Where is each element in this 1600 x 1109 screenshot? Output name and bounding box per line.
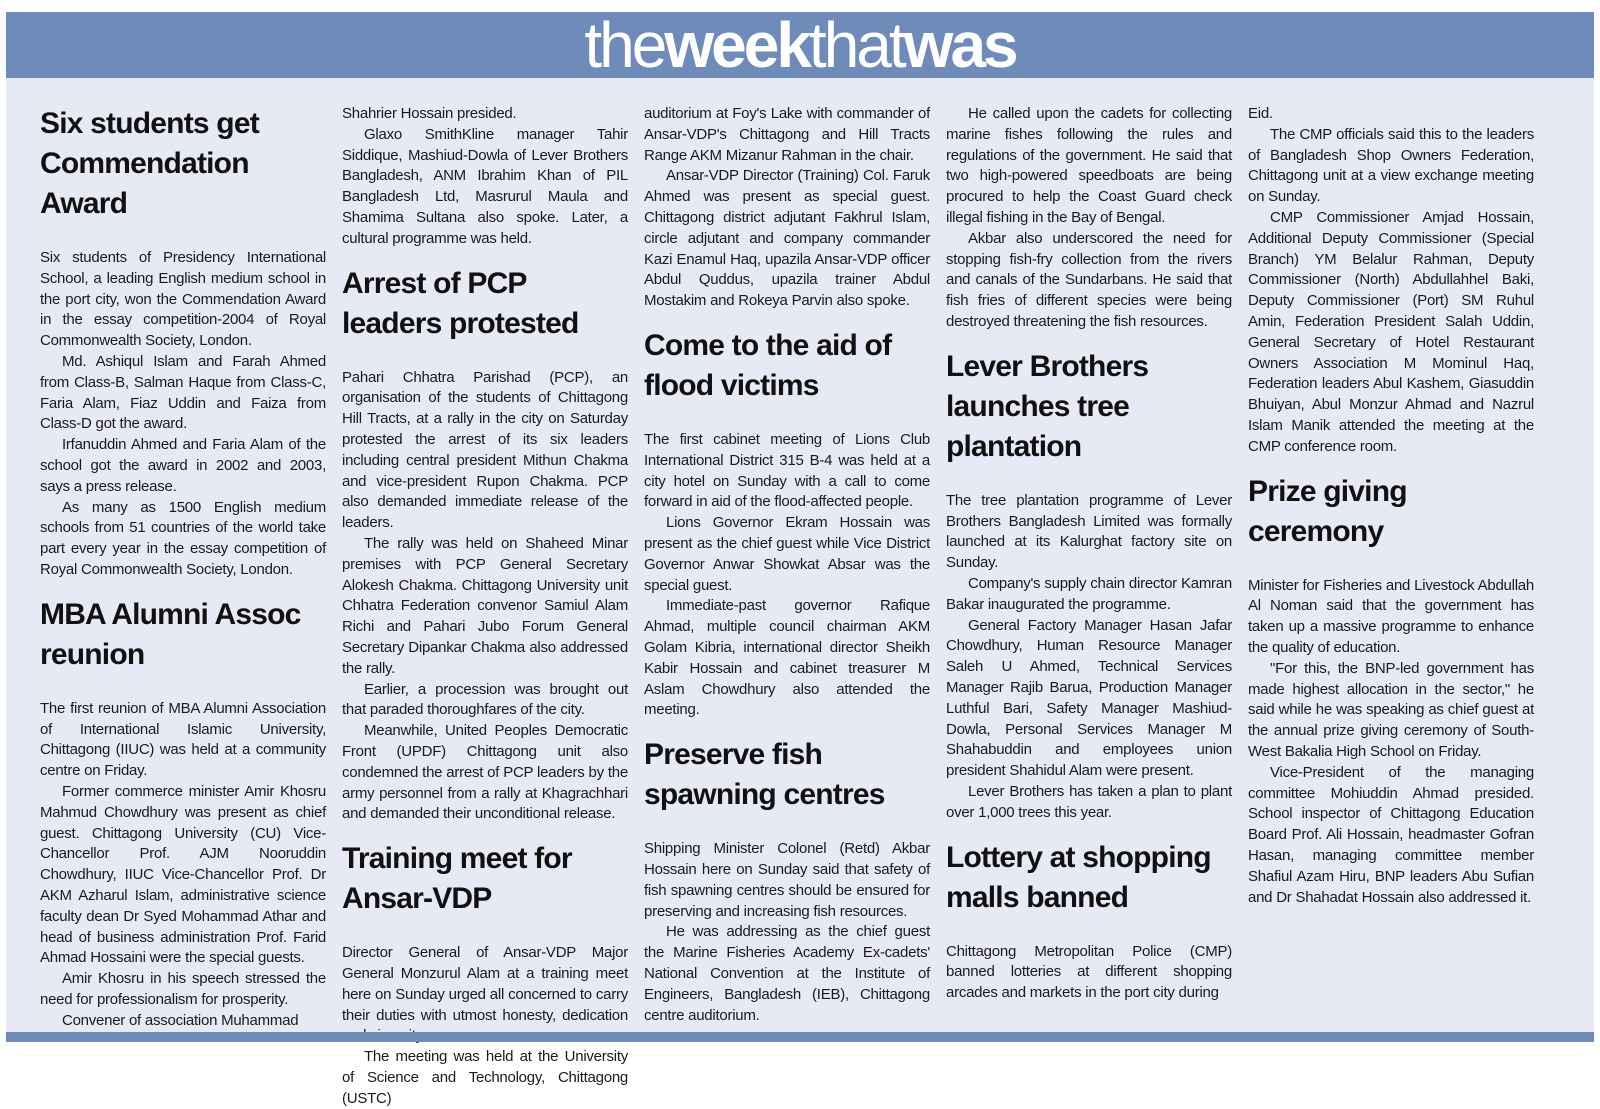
article-paragraph: Lions Governor Ekram Hossain was present as the chief guest while Vice District Governor Anwar Showkat Absar was the special guest. [644, 514, 930, 594]
article-paragraph: Meanwhile, United Peoples Democratic Front (UPDF) Chittagong unit also condemned the arrest of PCP leaders by the army personnel from a rally at Khagrachhari and demanded their unconditional release. [342, 722, 628, 823]
article-paragraph: Eid. [1248, 105, 1273, 122]
headline-lottery-banned: Lottery at shopping malls banned [946, 840, 1211, 914]
headline-prize-giving: Prize giving ceremony [1248, 474, 1407, 548]
article-paragraph: Chittagong Metropolitan Police (CMP) banned lotteries at different shopping arcades and markets in the port city during [946, 942, 1232, 1002]
article-paragraph: He was addressing as the chief guest the Marine Fisheries Academy Ex-cadets' National Convention at the Institute of Engineers, Bangladesh (IEB), Chittagong centre auditorium. [644, 923, 930, 1024]
article-paragraph: Md. Ashiqul Islam and Farah Ahmed from Class-B, Salman Haque from Class-C, Faria Alam, Fiaz Uddin and Faiza from Class-D got the award. [40, 352, 326, 433]
article-paragraph: The first reunion of MBA Alumni Association of International Islamic University, Chittagong (IIUC) was held at a community centre on Friday. [40, 699, 326, 780]
column-4 [946, 104, 1232, 1024]
column-3 [644, 104, 930, 1024]
headline-flood-victims: Come to the aid of flood victims [644, 328, 892, 402]
article-paragraph: Amir Khosru in his speech stressed the need for professionalism for prosperity. [40, 970, 326, 1008]
article-paragraph: Pahari Chhatra Parishad (PCP), an organisation of the students of Chittagong Hill Tracts, at a rally in the city on Saturday protested the arrest of its six leaders including central president Mithun Chakma and vice-president Rupon Chakma. PCP also demanded immediate release of the leaders. [342, 368, 628, 532]
article-paragraph: Shipping Minister Colonel (Retd) Akbar Hossain here on Sunday said that safety of fish spawning centres should be ensured for preserving and increasing fish resources. [644, 840, 930, 920]
title-part-the: the [584, 9, 665, 81]
bottom-rule [6, 1032, 1594, 1042]
article-paragraph: The first cabinet meeting of Lions Club International District 315 B-4 was held at a city hotel on Sunday with a call to come forward in aid of the flood-affected people. [644, 430, 930, 511]
column-1 [40, 104, 326, 1029]
article-paragraph: Former commerce minister Amir Khosru Mahmud Chowdhury was present as chief guest. Chittagong University (CU) Vice-Chancellor Prof. AJM Nooruddin Chowdhury, IIUC Vice-Chancellor Prof. Dr AKM Azharul Islam, administrative science faculty dean Dr Syed Mohammad Athar and head of business administration Prof. Farid Ahmad Hossaini were the special guests. [40, 782, 326, 967]
section-title [584, 9, 1016, 81]
article-paragraph: Lever Brothers has taken a plan to plant over 1,000 trees this year. [946, 782, 1232, 821]
article-paragraph: The CMP officials said this to the leaders of Bangladesh Shop Owners Federation, Chittagong unit at a view exchange meeting on Sunday. [1248, 125, 1534, 206]
article-paragraph: Company's supply chain director Kamran Bakar inaugurated the programme. [946, 574, 1232, 613]
article-paragraph: "For this, the BNP-led government has made highest allocation in the sector," he said while he was speaking as chief guest at the annual prize giving ceremony of South-West Bakalia High School on Friday. [1248, 659, 1534, 760]
article-paragraph: CMP Commissioner Amjad Hossain, Additional Deputy Commissioner (Special Branch) YM Belalur Rahman, Deputy Commissioner (North) Abdullahhel Baki, Deputy Commissioner (Port) SM Ruhul Amin, Federation President Salah Uddin, General Secretary of Hotel Restaurant Owners Association M Mominul Haq, Federation leaders Abul Kashem, Giasuddin Bhuiyan, Abul Monzur Ahmad and Nazrul Islam Manik attended the meeting at the CMP conference room. [1248, 208, 1534, 455]
article-paragraph: auditorium at Foy's Lake with commander of Ansar-VDP's Chittagong and Hill Tracts Range AKM Mizanur Rahman in the chair. [644, 105, 930, 164]
title-part-week: week [664, 9, 809, 81]
article-paragraph: Earlier, a procession was brought out that paraded thoroughfares of the city. [342, 680, 628, 719]
headline-tree-plantation: Lever Brothers launches tree plantation [946, 349, 1149, 463]
article-paragraph: He called upon the cadets for collecting marine fishes following the rules and regulations of the government. He said that two high-powered speedboats are being procured to help the Coast Guard check illegal fishing in the Bay of Bengal. [946, 105, 1232, 226]
headline-mba-alumni: MBA Alumni Assoc reunion [40, 597, 301, 671]
section-banner [6, 9, 1594, 81]
headline-commendation-award: Six students get Commendation Award [40, 107, 259, 220]
article-paragraph: Glaxo SmithKline manager Tahir Siddique, Mashiud-Dowla of Lever Brothers Bangladesh, ANM Ibrahim Khan of PIL Bangladesh Ltd, Masrurul Maula and Shamima Sultana also spoke. Later, a cultural programme was held. [342, 125, 628, 247]
article-paragraph: Ansar-VDP Director (Training) Col. Faruk Ahmed was present as special guest. Chittagong district adjutant Fakhrul Islam, circle adjutant and company commander Kazi Enamul Haq, upazila Ansar-VDP officer Abdul Quddus, upazila trainer Abdul Mostakim and Rokeya Parvin also spoke. [644, 167, 930, 310]
article-paragraph: General Factory Manager Hasan Jafar Chowdhury, Human Resource Manager Saleh U Ahmed, Technical Services Manager Rajib Barua, Production Manager Luthful Bari, Safety Manager Mashiud-Dowla, Personal Services Manager M Shahabuddin and employees union president Shahidul Alam were present. [946, 616, 1232, 780]
article-paragraph: Shahrier Hossain presided. [342, 105, 517, 122]
title-part-that: that [808, 9, 904, 81]
article-paragraph: The tree plantation programme of Lever Brothers Bangladesh Limited was formally launched at its Kalurghat factory site on Sunday. [946, 491, 1232, 572]
headline-ansar-vdp: Training meet for Ansar-VDP [342, 842, 572, 916]
column-5 [1248, 104, 1534, 1024]
headline-pcp-arrest: Arrest of PCP leaders protested [342, 266, 579, 340]
article-paragraph: As many as 1500 English medium schools from 51 countries of the world take part every year in the essay competition of Royal Commonwealth Society, London. [40, 498, 326, 578]
article-paragraph: Minister for Fisheries and Livestock Abdullah Al Noman said that the government has taken up a massive programme to enhance the quality of education. [1248, 576, 1534, 656]
article-paragraph: The rally was held on Shaheed Minar premises with PCP General Secretary Alokesh Chakma. Chittagong University unit Chhatra Federation convenor Samiul Alam Richi and Pahari Jubo Forum General Secretary Dipankar Chakma also addressed the rally. [342, 534, 628, 677]
article-paragraph: Director General of Ansar-VDP Major General Monzurul Alam at a training meet here on Sunday urged all concerned to carry their duties with utmost honesty, dedication [342, 944, 628, 1024]
article-paragraph: Convener of association Muhammad [62, 1011, 299, 1029]
newspaper-page [6, 9, 1594, 1107]
article-paragraph: Vice-President of the managing committee Mohiuddin Ahmad presided. School inspector of Chittagong Education Board Prof. Ali Hossain, headmaster Gofran Hasan, managing committee member Shafiul Azam Hiru, BNP leaders Abu Sufian and Dr Shahadat Hossain also addressed it. [1248, 763, 1534, 906]
article-paragraph: Six students of Presidency International School, a leading English medium school in the port city, won the Commendation Award in the essay competition-2004 of Royal Commonwealth Society, London. [40, 249, 326, 350]
column-2 [342, 104, 628, 1107]
article-paragraph: Immediate-past governor Rafique Ahmad, multiple council chairman AKM Golam Kibria, international director Sheikh Kabir Hossain and cabinet treasurer M Aslam Chowdhury also attended the meeting. [644, 597, 930, 719]
article-paragraph: Akbar also underscored the need for stopping fish-fry collection from the rivers and canals of the Sundarbans. He said that fish fries of different species were being destroyed threatening the fish resources. [946, 229, 1232, 330]
headline-fish-spawning: Preserve fish spawning centres [644, 738, 885, 812]
article-paragraph: The meeting was held at the University of Science and Technology, Chittagong (USTC) [342, 1048, 628, 1107]
article-paragraph: Irfanuddin Ahmed and Faria Alam of the school got the award in 2002 and 2003, says a press release. [40, 436, 326, 495]
title-part-was: was [903, 9, 1016, 81]
